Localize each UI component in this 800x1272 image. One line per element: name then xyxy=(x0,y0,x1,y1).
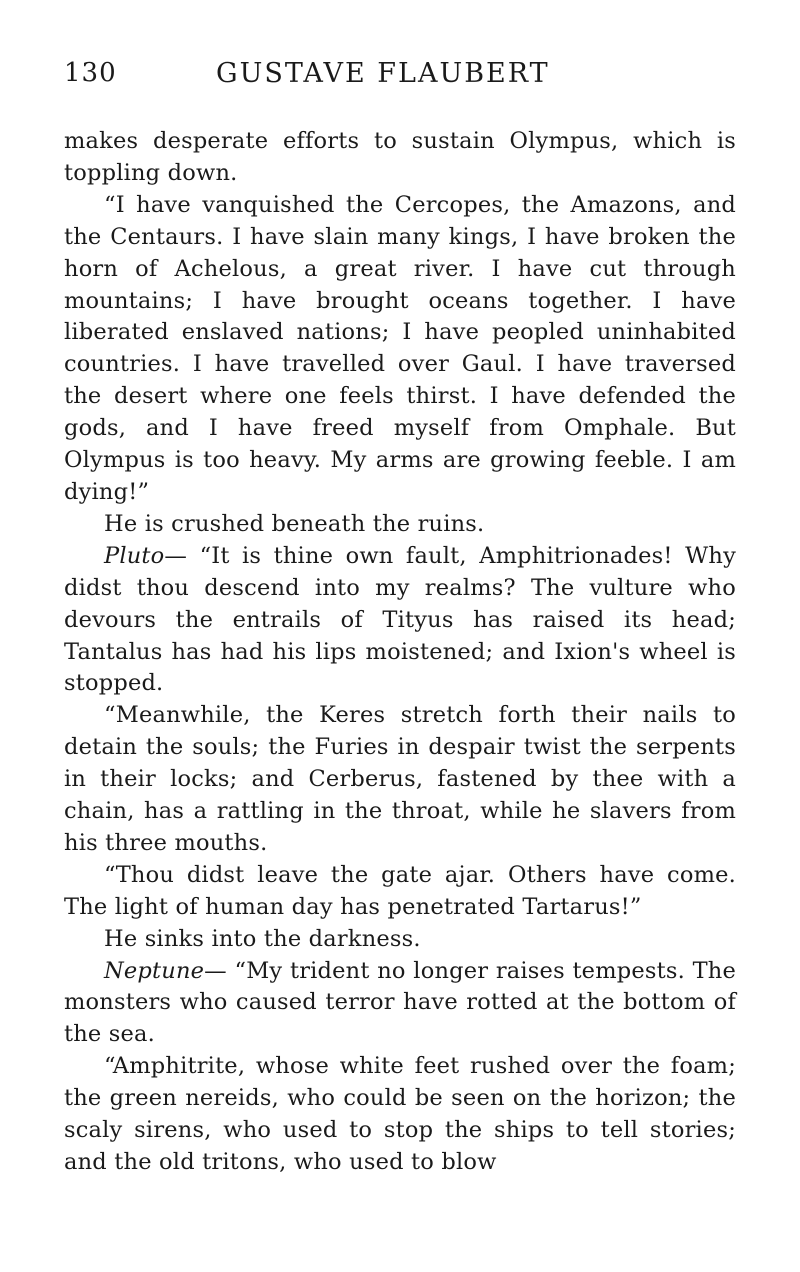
speaker-name: Pluto xyxy=(104,542,165,569)
body-text xyxy=(64,126,736,1179)
running-head xyxy=(64,58,736,104)
paragraph xyxy=(64,541,736,701)
paragraph: “I have vanquished the Cercopes, the Amazons, and the Centaurs. I have slain many kings, I have broken the horn of Achelous, a great river. I have cut through mountains; I have brought oceans together. I have liberated enslaved nations; I have peopled uninhabited countries. I have travelled over Gaul. I have traversed the desert where one feels thirst. I have defended the gods, and I have freed myself from Omphale. But Olympus is too heavy. My arms are growing feeble. I am dying!” xyxy=(64,191,736,505)
speech-text: — “My trident no longer raises tempests. The monsters who caused terror have rotted at the bottom of the sea. xyxy=(64,957,736,1048)
book-title: GUSTAVE FLAUBERT xyxy=(216,58,550,89)
paragraph xyxy=(64,956,736,1052)
page-number: 130 xyxy=(64,58,117,88)
paragraph: “Meanwhile, the Keres stretch forth their nails to detain the souls; the Furies in despair twist the serpents in their locks; and Cerberus, fastened by thee with a chain, has a rattling in the throat, while he slavers from his three mouths. xyxy=(64,702,736,856)
paragraph: He sinks into the darkness. xyxy=(104,925,421,952)
paragraph: He is crushed beneath the ruins. xyxy=(104,510,485,537)
book-page xyxy=(64,58,736,1179)
paragraph: makes desperate efforts to sustain Olympus, which is toppling down. xyxy=(64,128,736,186)
paragraph: “Thou didst leave the gate ajar. Others have come. The light of human day has penetrated Tartarus!” xyxy=(64,861,736,920)
speech-text: — “It is thine own fault, Amphitrionades! Why didst thou descend into my realms? The vulture who devours the entrails of Tityus has raised its head; Tantalus has had his lips moistened; and Ixion's wheel is stopped. xyxy=(64,542,736,697)
paragraph: “Amphitrite, whose white feet rushed over the foam; the green nereids, who could be seen on the horizon; the scaly sirens, who used to stop the ships to tell stories; and the old tritons, who used to blow xyxy=(64,1053,736,1175)
speaker-name: Neptune xyxy=(104,957,205,984)
